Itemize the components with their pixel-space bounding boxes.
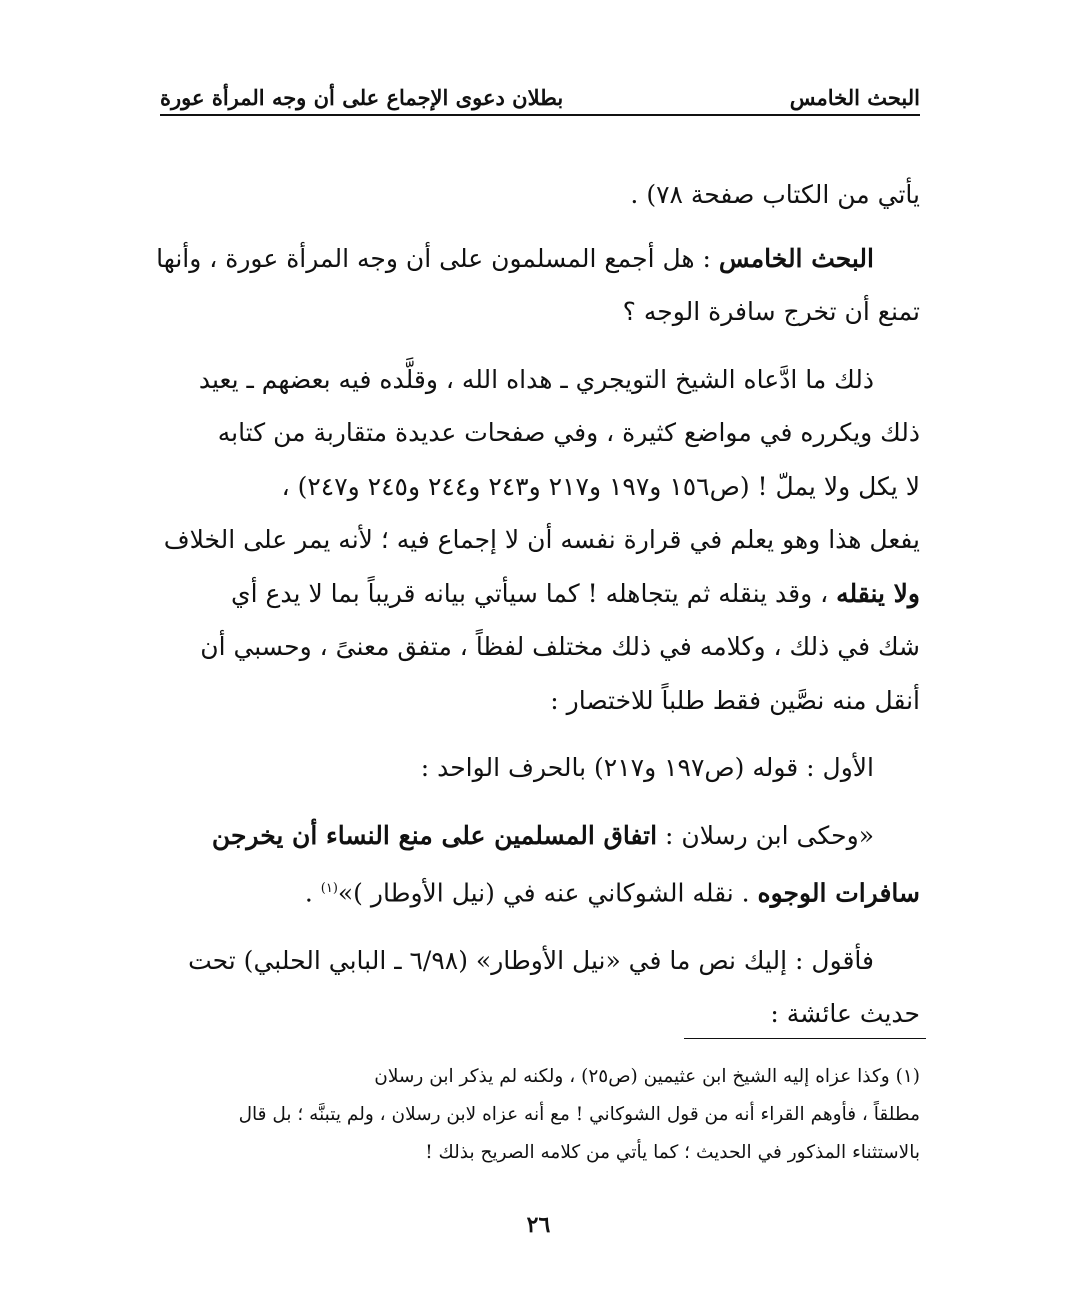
header-chapter-title: بطلان دعوى الإجماع على أن وجه المرأة عورة [160, 85, 564, 110]
footnote-line: (١) وكذا عزاه إليه الشيخ ابن عثيمين (ص٢٥) ، ولكنه لم يذكر ابن رسلان [374, 1066, 920, 1087]
text-line: يفعل هذا وهو يعلم في قرارة نفسه أن لا إجماع فيه ؛ لأنه يمر على الخلاف [163, 525, 920, 554]
emphasis-text: ولا ينقله [836, 578, 920, 608]
text-line: ذلك ويكرره في مواضع كثيرة ، وفي صفحات عديدة متقاربة من كتابه [217, 418, 920, 447]
text-line: لا يكل ولا يملّ ! (ص١٥٦ و١٩٧ و٢١٧ و٢٤٣ و٢٤٤ و٢٤٥ و٢٤٧) ، [281, 471, 920, 501]
text-line: شك في ذلك ، وكلامه في ذلك مختلف لفظاً ، متفق معنىً ، وحسبي أن [200, 632, 920, 661]
text-line [160, 862, 920, 920]
footnote-marker: (١) [320, 881, 338, 896]
text-line: فأقول : إليك نص ما في «نيل الأوطار» (٦/٩٨ ـ البابي الحلبي) تحت [188, 945, 874, 975]
page-number: ٢٦ [526, 1212, 551, 1238]
text-line [156, 232, 920, 286]
text-run: . نقله الشوكاني عنه في (نيل الأوطار )» [337, 878, 758, 908]
paragraph-quote [160, 809, 920, 920]
text-line [160, 567, 920, 621]
footnote-line: بالاستثناء المذكور في الحديث ؛ كما يأتي من كلامه الصريح بذلك ! [425, 1142, 920, 1163]
text-line [160, 809, 920, 863]
paragraph-section-five [156, 232, 920, 339]
text-line: الأول : قوله (ص١٩٧ و٢١٧) بالحرف الواحد : [420, 753, 874, 782]
paragraph-first-quote-intro [160, 741, 920, 795]
paragraph-claim [160, 353, 920, 728]
section-label: البحث الخامس [718, 243, 874, 273]
emphasis-text: اتفاق المسلمين على منع النساء أن يخرجن [211, 820, 658, 850]
text-line: ذلك ما ادَّعاه الشيخ التويجري ـ هداه الله ، وقلَّده فيه بعضهم ـ يعيد [198, 364, 874, 394]
emphasis-text: سافرات الوجوه [757, 878, 920, 908]
text-run: ، وقد ينقله ثم يتجاهله ! كما سيأتي بيانه قريباً بما لا يدع أي [231, 578, 837, 608]
paragraph-response [160, 934, 920, 1041]
text-run: «وحكى ابن رسلان : [657, 820, 874, 850]
text-line: تمنع أن تخرج سافرة الوجه ؟ [622, 297, 920, 326]
running-header [160, 72, 920, 116]
paragraph-continuation [160, 168, 920, 222]
text-run: : هل أجمع المسلمون على أن وجه المرأة عورة ، وأنها [156, 243, 719, 273]
text-line: يأتي من الكتاب صفحة ٧٨) . [630, 180, 920, 209]
footnotes [160, 1058, 920, 1172]
main-text [156, 168, 920, 1055]
header-section-title: البحث الخامس [789, 85, 920, 110]
text-line: حديث عائشة : [770, 999, 920, 1029]
footnote-line: مطلقاً ، فأوهم القراء أنه من قول الشوكاني ! مع أنه عزاه لابن رسلان ، ولم يتبنَّه ؛ بل قال [238, 1104, 920, 1125]
footnote-separator [684, 1038, 926, 1039]
text-line: أنقل منه نصَّين فقط طلباً للاختصار : [550, 685, 920, 715]
text-run: . [304, 878, 321, 908]
